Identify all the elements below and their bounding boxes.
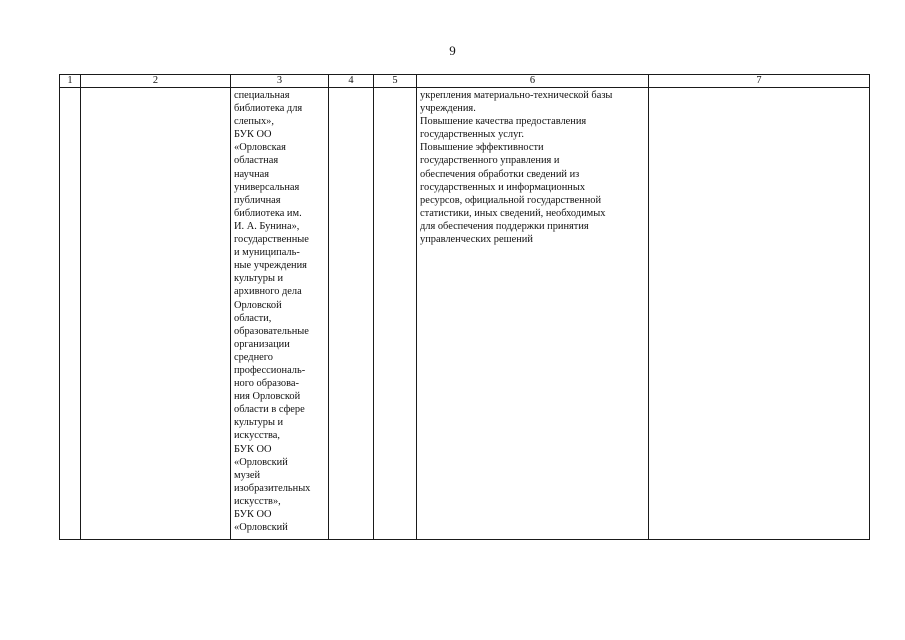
- cell-col-3-institutions: [231, 88, 329, 540]
- cell-text-line: Повышение качества предоставления: [420, 116, 587, 128]
- cell-text-line: государственных и информационных: [420, 181, 586, 193]
- cell-text-line: БУК ОО: [234, 509, 272, 520]
- cell-text-line: образовательные: [234, 325, 309, 337]
- cell-text-line: архивного дела: [234, 286, 302, 298]
- cell-text-line: государственных услуг.: [420, 129, 524, 141]
- cell-text-line: области в сфере: [234, 404, 305, 416]
- cell-text-line: управленческих решений: [420, 234, 533, 246]
- cell-text-line: организации: [234, 338, 290, 350]
- cell-text-line: ресурсов, официальной государственной: [420, 194, 602, 206]
- cell-text-line: обеспечения обработки сведений из: [420, 168, 580, 180]
- cell-text-line: для обеспечения поддержки принятия: [420, 220, 589, 232]
- cell-text-line: изобразительных: [234, 482, 311, 494]
- cell-text-line: специальная: [234, 90, 290, 101]
- cell-text-line: музей: [234, 469, 261, 481]
- cell-text-line: БУК ОО: [234, 443, 272, 455]
- page-number: 9: [449, 43, 456, 58]
- cell-text-line: ного образова-: [234, 378, 299, 390]
- column-number-3: 3: [231, 75, 329, 88]
- cell-text-line: библиотека им.: [234, 207, 302, 219]
- table-row: [60, 88, 870, 540]
- column-number-row: [60, 75, 870, 88]
- cell-text-line: универсальная: [234, 181, 300, 193]
- cell-text-line: библиотека для: [234, 103, 303, 115]
- cell-text-line: области,: [234, 312, 272, 324]
- cell-text-line: БУК ОО: [234, 129, 272, 141]
- cell-text-line: искусства,: [234, 430, 281, 442]
- cell-text-line: Повышение эффективности: [420, 142, 544, 154]
- cell-text-line: и муниципаль-: [234, 247, 300, 259]
- cell-text-line: укрепления материально-технической базы: [420, 90, 613, 101]
- cell-text-line: публичная: [234, 194, 281, 206]
- cell-text-line: ния Орловской: [234, 391, 301, 403]
- document-table: [59, 74, 870, 540]
- column-number-1: 1: [60, 75, 81, 88]
- cell-text-line: «Орловская: [234, 142, 286, 154]
- cell-text-line: слепых»,: [234, 116, 274, 128]
- cell-text-line: профессиональ-: [234, 364, 306, 376]
- cell-text-line: научная: [234, 168, 270, 180]
- cell-text-line: ные учреждения: [234, 260, 307, 272]
- cell-text-line: искусств»,: [234, 495, 281, 507]
- cell-text-line: областная: [234, 155, 279, 167]
- cell-col-7: [649, 88, 870, 540]
- cell-text-line: среднего: [234, 351, 273, 363]
- cell-col-5: [374, 88, 417, 540]
- column-number-5: 5: [374, 75, 417, 88]
- column-number-7: 7: [649, 75, 870, 88]
- cell-text-line: учреждения.: [420, 103, 476, 115]
- cell-text-line: культуры и: [234, 273, 284, 285]
- column-number-2: 2: [81, 75, 231, 88]
- cell-text-line: И. А. Бунина»,: [234, 220, 300, 232]
- cell-text-line: «Орловский: [234, 522, 288, 534]
- cell-text-line: «Орловский: [234, 456, 288, 468]
- cell-col-4: [329, 88, 374, 540]
- cell-text-line: государственные: [234, 234, 309, 246]
- cell-text-line: Орловской: [234, 299, 282, 311]
- column-number-4: 4: [329, 75, 374, 88]
- column-number-6: 6: [417, 75, 649, 88]
- cell-text-line: статистики, иных сведений, необходимых: [420, 207, 606, 219]
- cell-col-6-results: [417, 88, 649, 540]
- cell-col-2: [81, 88, 231, 540]
- cell-text-line: культуры и: [234, 417, 284, 429]
- cell-col-1: [60, 88, 81, 540]
- cell-text-line: государственного управления и: [420, 155, 560, 167]
